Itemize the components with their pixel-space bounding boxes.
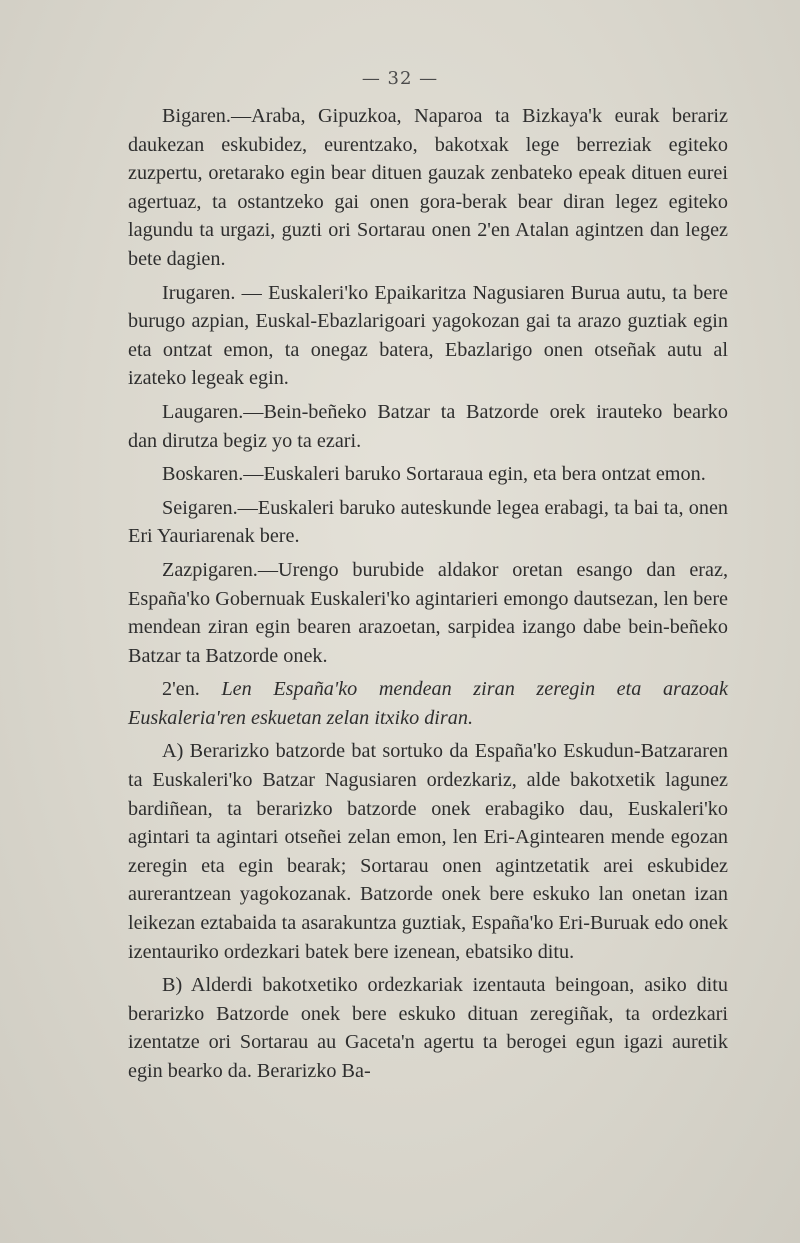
section-number: 2'en.	[162, 678, 200, 701]
paragraph-laugaren: Laugaren.—Bein-beñeko Batzar ta Batzorde orek irauteko bearko dan dirutza begiz yo ta ezari.	[128, 400, 728, 452]
paragraph-seigaren: Seigaren.—Euskaleri baruko auteskunde legea erabagi, ta bai ta, onen Eri Yauriarenak bere.	[128, 496, 728, 548]
section-title: Len España'ko mendean ziran zeregin eta arazoak Euskaleria'ren eskuetan zelan itxiko diran.	[128, 678, 728, 729]
paragraph-bigaren: Bigaren.—Araba, Gipuzkoa, Naparoa ta Bizkaya'k eurak berariz daukezan eskubidez, eurentzako, bakotxak lege berreziak egiteko zuzpertu, oretarako egin bear dituen gauzak zenbateko epeak dituen eurei agertuaz, ta ostantzeko gai onen gora-berak bear diran legez egiteko lagundu ta urgazi, guzti ori Sortarau onen 2'en Atalan agintzen dan legez bete dagien.	[128, 105, 728, 270]
page-body	[128, 102, 728, 1091]
page-number: — 32 —	[361, 68, 439, 89]
paragraph-zazpigaren: Zazpigaren.—Urengo burubide aldakor oretan esango dan eraz, España'ko Gobernuak Euskaleri'ko agintarieri emongo dautsezan, len bere mendean ziran egin bearen arazoetan, sarpidea izango dabe bein-beñeko Batzar ta Batzorde onek.	[128, 558, 728, 667]
paragraph-boskaren: Boskaren.—Euskaleri baruko Sortaraua egin, eta bera ontzat emon.	[162, 463, 706, 486]
paragraph-irugaren: Irugaren. — Euskaleri'ko Epaikaritza Nagusiaren Burua autu, ta bere burugo azpian, Euskal-Ebazlarigoari yagokozan gai ta arazo guztiak egin eta ontzat emon, ta onegaz batera, Ebazlarigo onen otseñak autu al izateko legeak egin.	[128, 281, 728, 390]
section-heading	[128, 675, 728, 732]
paragraph-a: A) Berarizko batzorde bat sortuko da España'ko Eskudun-Batzararen ta Euskaleri'ko Batzar Nagusiaren ordezkariz, alde bakotxetik lagunez bardiñean, ta berarizko batzorde onek erabagiko dau, Euskaleri'ko agintari ta agintari otseñei zelan emon, len Eri-Agintearen mende egozan zeregin eta egin bearak; Sortarau onen agintzetatik arei eskubidez aurerantzean yagokozanak. Batzorde onek bere eskuko lan onetan izan leikezan eztabaida ta asarakuntza guztiak, España'ko Eri-Buruak edo onek izentauriko ordezkari batek bere izenean, ebatsiko ditu.	[128, 740, 728, 963]
paragraph-b: B) Alderdi bakotxetiko ordezkariak izentauta beingoan, asiko ditu berarizko Batzorde onek bere eskuko dituan zeregiñak, ta ordezkari izentatze ori Sortarau au Gaceta'n agertu ta berogei egun igazi auretik egin bearko da. Berarizko Ba-	[128, 974, 728, 1082]
